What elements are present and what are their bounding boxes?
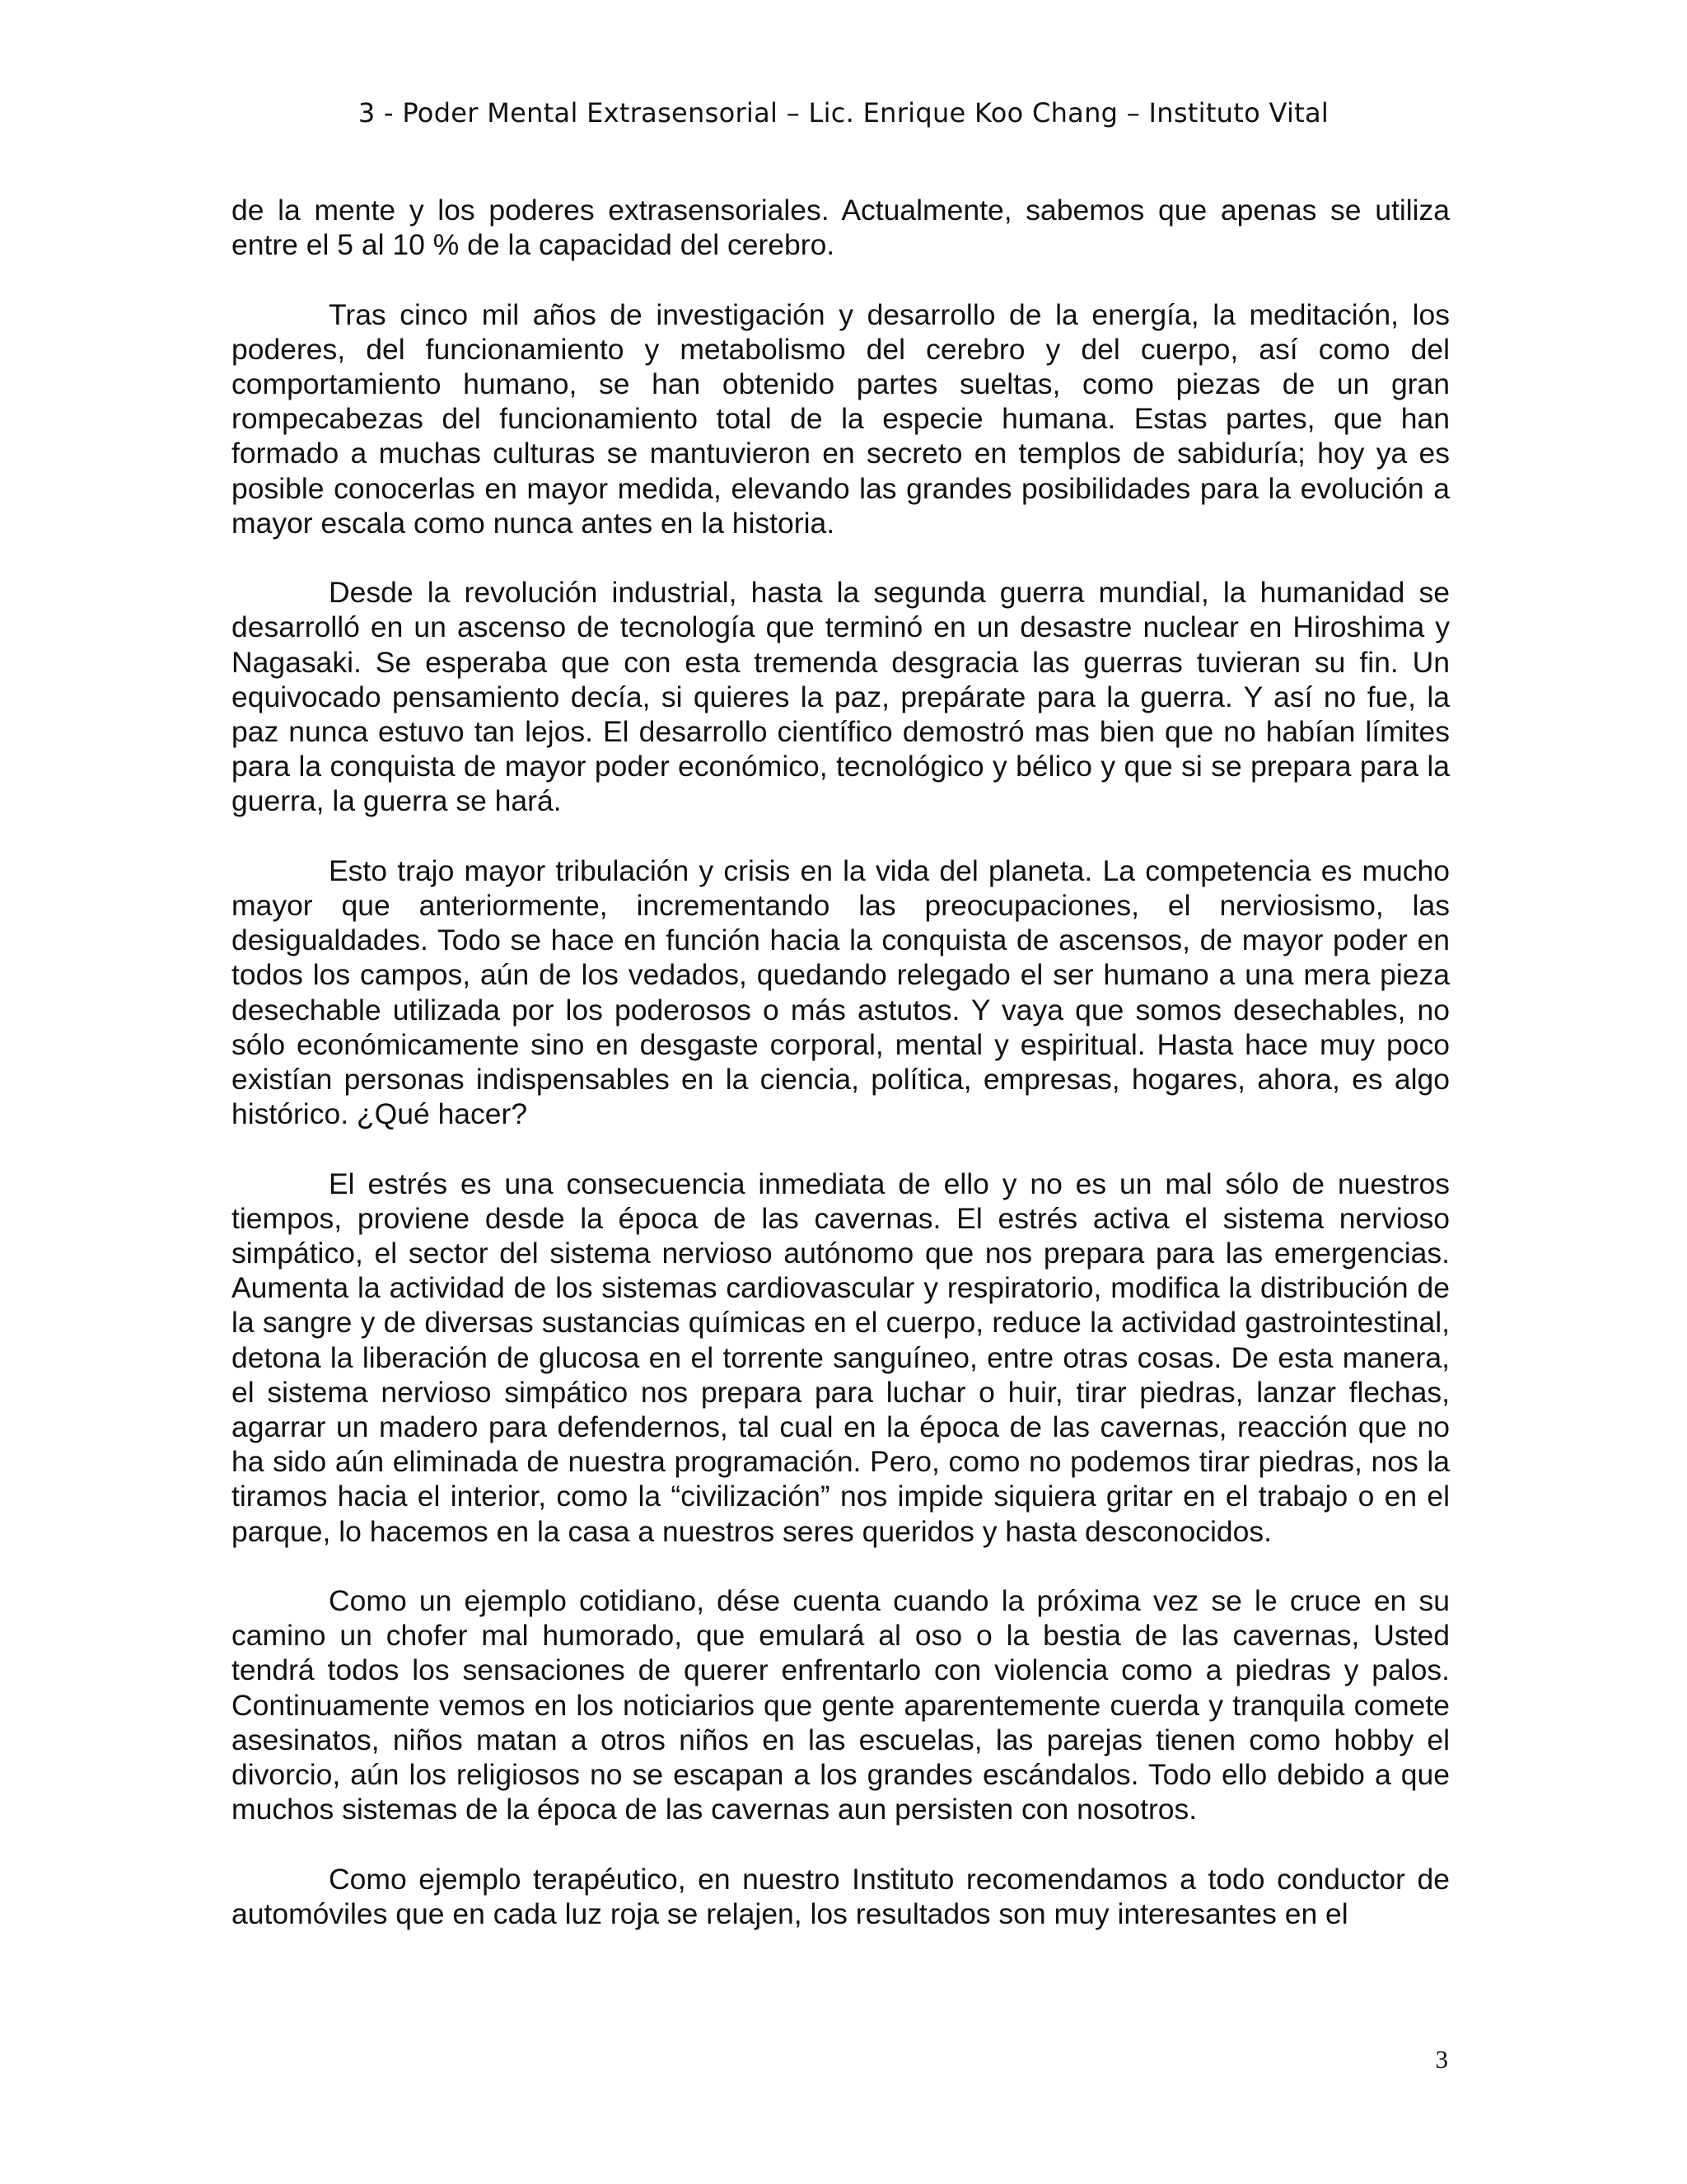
paragraph: El estrés es una consecuencia inmediata de ello y no es un mal sólo de nuestros tiempos, proviene desde la época de las cavernas. El estrés activa el sistema nervioso simpático, el sector del sistema nervioso autónomo que nos prepara para las emergencias. Aumenta la actividad de los sistemas cardiovascular y respiratorio, modifica la distribución de la sangre y de diversas sustancias químicas en el cuerpo, reduce la actividad gastrointestinal, detona la liberación de glucosa en el torrente sanguíneo, entre otras cosas. De esta manera, el sistema nervioso simpático nos prepara para luchar o huir, tirar piedras, lanzar flechas, agarrar un madero para defendernos, tal cual en la época de las cavernas, reacción que no ha sido aún eliminada de nuestra programación. Pero, como no podemos tirar piedras, nos la tiramos hacia el interior, como la “civilización” nos impide siquiera gritar en el trabajo o en el parque, lo hacemos en la casa a nuestros seres queridos y hasta desconocidos. <box>231 1167 1450 1548</box>
page-number: 3 <box>1435 2045 1448 2074</box>
paragraph: Desde la revolución industrial, hasta la segunda guerra mundial, la humanidad se desarrolló en un ascenso de tecnología que terminó en un desastre nuclear en Hiroshima y Nagasaki. Se esperaba que con esta tremenda desgracia las guerras tuvieran su fin. Un equivocado pensamiento decía, si quieres la paz, prepárate para la guerra. Y así no fue, la paz nunca estuvo tan lejos. El desarrollo científico demostró mas bien que no habían límites para la conquista de mayor poder económico, tecnológico y bélico y que si se prepara para la guerra, la guerra se hará. <box>231 576 1450 818</box>
paragraph-continuation: de la mente y los poderes extrasensoriales. Actualmente, sabemos que apenas se utiliza entre el 5 al 10 % de la capacidad del cerebro. <box>231 194 1450 262</box>
paragraph: Tras cinco mil años de investigación y desarrollo de la energía, la meditación, los poderes, del funcionamiento y metabolismo del cerebro y del cuerpo, así como del comportamiento humano, se han obtenido partes sueltas, como piezas de un gran rompecabezas del funcionamiento total de la especie humana. Estas partes, que han formado a muchas culturas se mantuvieron en secreto en templos de sabiduría; hoy ya es posible conocerlas en mayor medida, elevando las grandes posibilidades para la evolución a mayor escala como nunca antes en la historia. <box>231 297 1450 540</box>
paragraph: Esto trajo mayor tribulación y crisis en la vida del planeta. La competencia es mucho mayor que anteriormente, incrementando las preocupaciones, el nerviosismo, las desigualdades. Todo se hace en función hacia la conquista de ascensos, de mayor poder en todos los campos, aún de los vedados, quedando relegado el ser humano a una mera pieza desechable utilizada por los poderosos o más astutos. Y vaya que somos desechables, no sólo económicamente sino en desgaste corporal, mental y espiritual. Hasta hace muy poco existían personas indispensables en la ciencia, política, empresas, hogares, ahora, es algo histórico. ¿Qué hacer? <box>231 853 1450 1131</box>
running-header: 3 - Poder Mental Extrasensorial – Lic. Enrique Koo Chang – Instituto Vital <box>357 97 1330 129</box>
document-body <box>231 193 1450 1931</box>
paragraph: Como un ejemplo cotidiano, dése cuenta cuando la próxima vez se le cruce en su camino un chofer mal humorado, que emulará al oso o la bestia de las cavernas, Usted tendrá todos los sensaciones de querer enfrentarlo con violencia como a piedras y palos. Continuamente vemos en los noticiarios que gente aparentemente cuerda y tranquila comete asesinatos, niños matan a otros niños en las escuelas, las parejas tienen como hobby el divorcio, aún los religiosos no se escapan a los grandes escándalos. Todo ello debido a que muchos sistemas de la época de las cavernas aun persisten con nosotros. <box>231 1584 1450 1826</box>
paragraph: Como ejemplo terapéutico, en nuestro Instituto recomendamos a todo conductor de automóviles que en cada luz roja se relajen, los resultados son muy interesantes en el <box>231 1862 1450 1930</box>
